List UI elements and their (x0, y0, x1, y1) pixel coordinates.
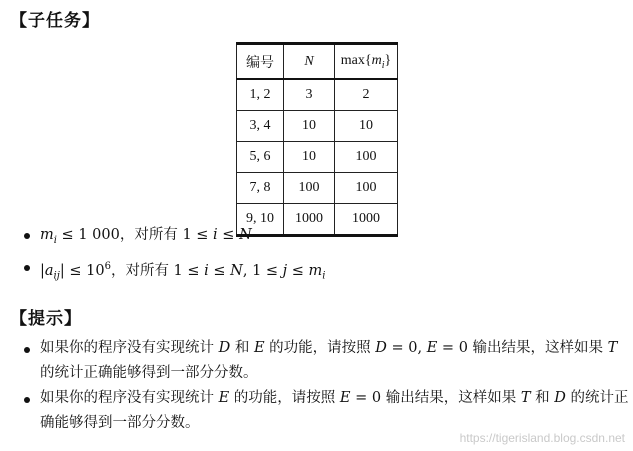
cell-id: 1, 2 (237, 79, 284, 111)
constraints-list (22, 222, 326, 290)
cell-n: 1000 (284, 204, 335, 236)
cell-id: 5, 6 (237, 142, 284, 173)
table-row (237, 79, 398, 111)
header-max-m: $\max\{m_i\}$ (335, 44, 398, 80)
watermark: https://tigerisland.blog.csdn.net (459, 431, 625, 445)
cell-max-m: 1000 (335, 204, 398, 236)
cell-id: 9, 10 (237, 204, 284, 236)
tips-heading: 【提示】 (10, 309, 82, 329)
tips-list (22, 336, 630, 436)
tip-item-2: 如果你的程序没有实现统计 E 的功能，请按照 E = 0 输出结果，这样如果 T 和 D 的统计正确能够得到一部分分数。 (22, 386, 630, 436)
table-row (237, 173, 398, 204)
cell-id: 3, 4 (237, 111, 284, 142)
cell-n: 10 (284, 111, 335, 142)
cell-n: 100 (284, 173, 335, 204)
cell-max-m: 100 (335, 173, 398, 204)
cell-n: 3 (284, 79, 335, 111)
table-header-row (237, 44, 398, 80)
header-id: 编号 (237, 44, 284, 80)
tip-item-1: 如果你的程序没有实现统计 D 和 E 的功能，请按照 D = 0, E = 0 输出结果，这样如果 T 的统计正确能够得到一部分分数。 (22, 336, 630, 386)
subtasks-table (236, 42, 398, 237)
cell-max-m: 2 (335, 79, 398, 111)
cell-max-m: 100 (335, 142, 398, 173)
constraint-item-1: $m_i \le 1$ 000，对所有 1 ≤ i ≤ N (22, 222, 326, 254)
constraint-item-2: $|a_{ij}| \le 10^6$，对所有 1 ≤ i ≤ N, $1 \le j \le m_i$ (22, 254, 326, 290)
subtasks-heading: 【子任务】 (10, 11, 100, 31)
cell-id: 7, 8 (237, 173, 284, 204)
cell-max-m: 10 (335, 111, 398, 142)
table-row (237, 111, 398, 142)
table-row (237, 142, 398, 173)
header-n: N (284, 44, 335, 80)
cell-n: 10 (284, 142, 335, 173)
